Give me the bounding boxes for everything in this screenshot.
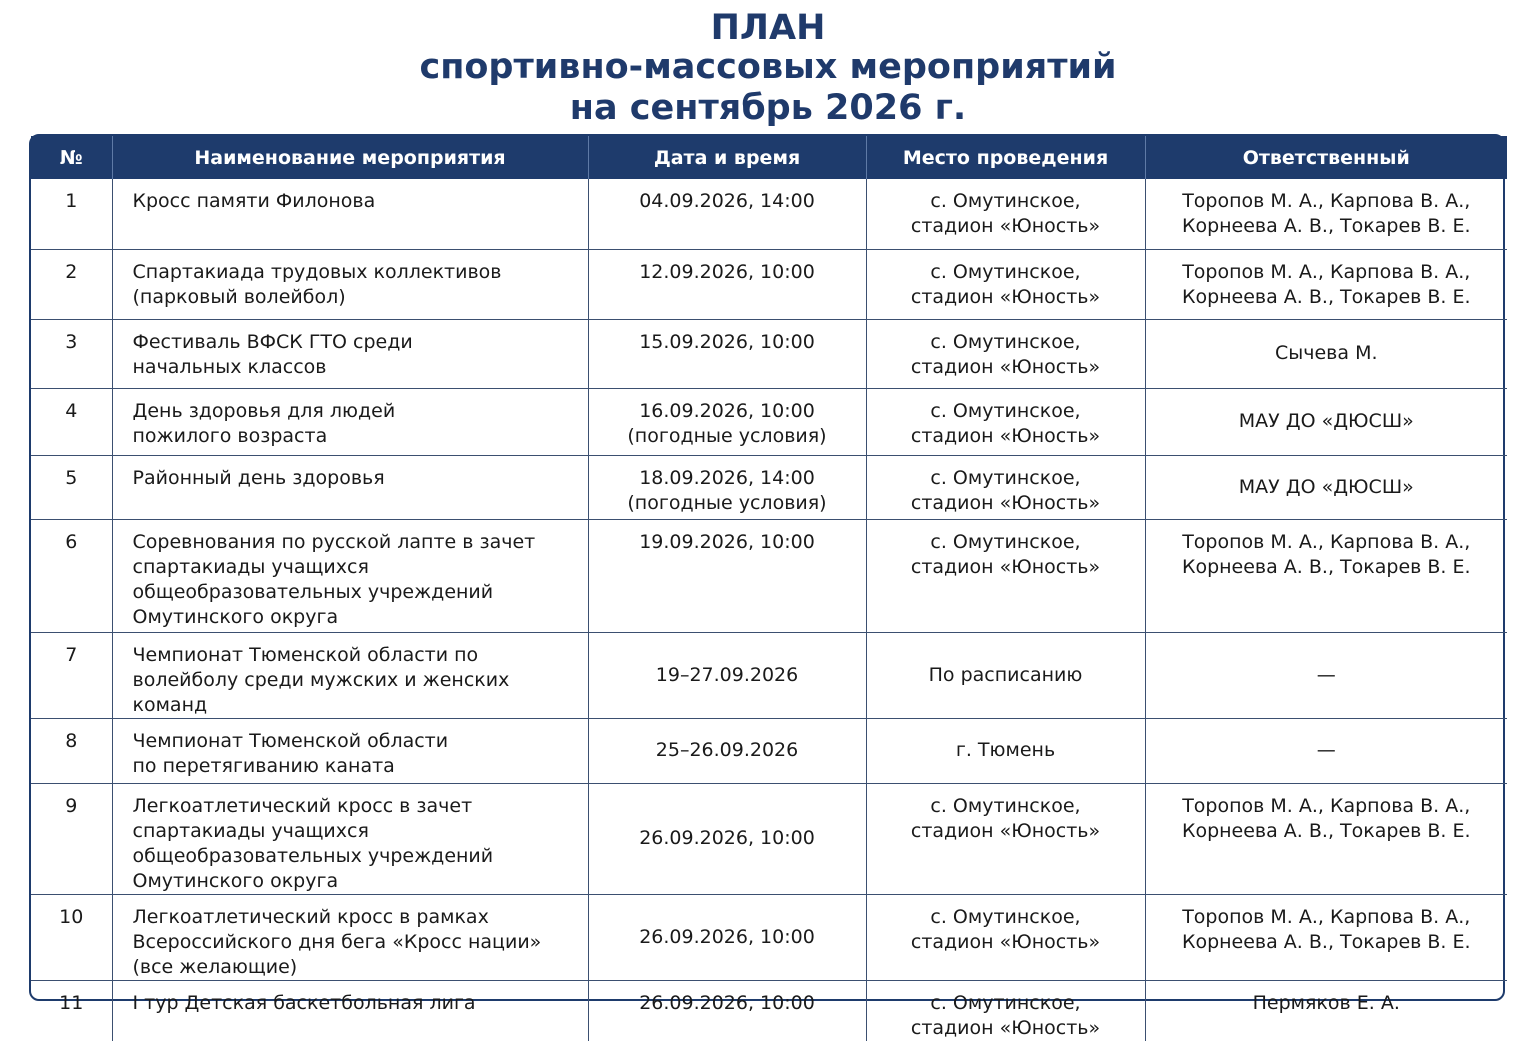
event-date-cell: [588, 249, 866, 319]
event-name-cell-line: начальных классов: [132, 355, 327, 378]
event-date-cell: [588, 718, 866, 783]
event-responsible-cell: [1145, 179, 1507, 249]
table-row: [31, 249, 1507, 319]
row-number-cell: 8: [31, 718, 112, 783]
event-place-cell-line: г. Тюмень: [955, 739, 1056, 761]
event-responsible-cell: [1145, 455, 1507, 519]
event-name-cell: [112, 718, 588, 783]
event-name-cell-line: (все желающие): [132, 955, 298, 978]
event-place-cell: [866, 519, 1145, 632]
row-number-cell: 7: [31, 632, 112, 718]
event-place-cell-line: с. Омутинское,: [930, 466, 1081, 489]
event-place-cell-line: стадион «Юность»: [910, 555, 1101, 578]
event-responsible-cell-line: Корнеева А. В., Токарев В. Е.: [1181, 819, 1471, 842]
event-place-cell-line: стадион «Юность»: [910, 424, 1101, 447]
event-name-cell-line: Легкоатлетический кросс в зачет: [132, 794, 473, 817]
event-name-cell: [112, 980, 588, 1041]
event-place-cell-line: стадион «Юность»: [910, 215, 1101, 237]
event-name-cell-line: Всероссийского дня бега «Кросс нации»: [132, 930, 542, 953]
event-responsible-cell-line: МАУ ДО «ДЮСШ»: [1238, 475, 1414, 498]
events-table: [29, 134, 1505, 1039]
event-responsible-cell-line: Торопов М. А., Карпова В. А.,: [1182, 530, 1471, 553]
event-date-cell-line: 19.09.2026, 10:00: [639, 530, 815, 553]
event-name-cell-line: Омутинского округа: [132, 869, 339, 892]
event-place-cell-line: с. Омутинское,: [930, 399, 1081, 422]
row-number-cell: 5: [31, 455, 112, 519]
event-date-cell: [588, 519, 866, 632]
table-row: [31, 783, 1507, 894]
event-place-cell: [866, 388, 1145, 455]
event-name-cell: [112, 319, 588, 388]
event-date-cell-line: 12.09.2026, 10:00: [639, 260, 815, 283]
event-responsible-cell: [1145, 894, 1507, 980]
event-place-cell-line: с. Омутинское,: [930, 991, 1081, 1014]
event-place-cell-line: стадион «Юность»: [910, 930, 1101, 953]
event-place-cell-line: стадион «Юность»: [910, 285, 1101, 308]
event-date-cell-line: 04.09.2026, 14:00: [639, 190, 815, 212]
event-responsible-cell-line: Сычева М.: [1275, 342, 1378, 364]
event-date-cell-line: 18.09.2026, 14:00: [639, 466, 815, 489]
column-header-number: №: [31, 136, 112, 179]
event-responsible-cell-line: Торопов М. А., Карпова В. А.,: [1182, 794, 1471, 817]
event-date-cell: [588, 783, 866, 894]
event-place-cell: [866, 455, 1145, 519]
event-place-cell-line: стадион «Юность»: [910, 1016, 1101, 1039]
event-date-cell: [588, 980, 866, 1041]
event-responsible-cell-line: Торопов М. А., Карпова В. А.,: [1182, 260, 1471, 283]
event-name-cell-line: общеобразовательных учреждений: [132, 580, 494, 603]
event-responsible-cell: [1145, 519, 1507, 632]
event-date-cell: [588, 455, 866, 519]
table-row: [31, 980, 1507, 1041]
event-name-cell-line: спартакиады учащихся: [132, 819, 369, 842]
event-place-cell-line: с. Омутинское,: [930, 530, 1081, 553]
event-responsible-cell-line: Пермяков Е. А.: [1252, 991, 1400, 1014]
event-name-cell-line: Чемпионат Тюменской области: [132, 729, 449, 752]
event-place-cell: [866, 894, 1145, 980]
row-number-cell: 1: [65, 190, 78, 212]
event-name-cell-line: Легкоатлетический кросс в рамках: [132, 905, 489, 928]
event-responsible-cell: [1145, 783, 1507, 894]
event-responsible-cell-line: Корнеева А. В., Токарев В. Е.: [1181, 215, 1471, 237]
event-date-cell-line: 16.09.2026, 10:00: [639, 399, 815, 422]
event-responsible-cell: [1145, 388, 1507, 455]
table-row: [31, 632, 1507, 718]
event-place-cell-line: с. Омутинское,: [930, 190, 1081, 212]
event-name-cell-line: пожилого возраста: [132, 424, 328, 447]
event-date-cell-line: (погодные условия): [627, 424, 827, 447]
event-place-cell: [866, 718, 1145, 783]
event-date-cell-line: 26.09.2026, 10:00: [639, 925, 815, 948]
event-name-cell-line: спартакиады учащихся: [132, 555, 369, 578]
doc-subtitle: спортивно-массовых мероприятий: [419, 47, 1117, 87]
event-place-cell: [866, 632, 1145, 718]
event-responsible-cell-line: Корнеева А. В., Токарев В. Е.: [1181, 555, 1471, 578]
event-place-cell-line: с. Омутинское,: [930, 905, 1081, 928]
column-header-name: Наименование мероприятия: [112, 136, 588, 179]
event-name-cell-line: (парковый волейбол): [132, 285, 346, 308]
event-name-cell-line: День здоровья для людей: [132, 399, 396, 422]
event-name-cell-line: Омутинского округа: [132, 605, 339, 628]
event-date-cell: [588, 632, 866, 718]
event-date-cell-line: (погодные условия): [627, 491, 827, 514]
event-responsible-cell-line: Торопов М. А., Карпова В. А.,: [1182, 905, 1471, 928]
event-responsible-cell: [1145, 249, 1507, 319]
event-name-cell-line: Фестиваль ВФСК ГТО среди: [132, 330, 413, 353]
event-responsible-cell-line: —: [1316, 739, 1336, 761]
doc-title: ПЛАН: [710, 8, 826, 48]
event-responsible-cell-line: Торопов М. А., Карпова В. А.,: [1182, 190, 1471, 212]
column-header-date: Дата и время: [588, 136, 866, 179]
row-number-cell: 2: [31, 249, 112, 319]
event-date-cell-line: 26.09.2026, 10:00: [639, 827, 815, 849]
table-row: [31, 519, 1507, 632]
event-place-cell: [866, 179, 1145, 249]
event-place-cell-line: с. Омутинское,: [930, 794, 1081, 817]
event-date-cell-line: 15.09.2026, 10:00: [639, 330, 815, 353]
column-header-responsible: Ответственный: [1145, 136, 1507, 179]
event-name-cell-line: I тур Детская баскетбольная лига: [132, 991, 476, 1014]
event-place-cell: [866, 980, 1145, 1041]
event-date-cell: [588, 319, 866, 388]
table-row: [31, 388, 1507, 455]
event-name-cell: [112, 894, 588, 980]
event-place-cell-line: с. Омутинское,: [930, 330, 1081, 353]
event-date-cell: [588, 894, 866, 980]
row-number-cell: 4: [31, 388, 112, 455]
table-row: [31, 718, 1507, 783]
event-date-cell-line: 26.09.2026, 10:00: [639, 991, 815, 1014]
event-name-cell: [112, 519, 588, 632]
event-responsible-cell-line: МАУ ДО «ДЮСШ»: [1238, 410, 1414, 432]
event-place-cell: [866, 783, 1145, 894]
event-place-cell: [866, 249, 1145, 319]
event-responsible-cell: [1145, 319, 1507, 388]
event-responsible-cell-line: Корнеева А. В., Токарев В. Е.: [1181, 930, 1471, 953]
row-number-cell: 9: [31, 783, 112, 894]
event-date-cell: [588, 388, 866, 455]
event-responsible-cell: [1145, 718, 1507, 783]
event-name-cell: [112, 179, 588, 249]
event-name-cell: [112, 455, 588, 519]
event-name-cell-line: Соревнования по русской лапте в зачет: [132, 530, 536, 553]
event-place-cell-line: с. Омутинское,: [930, 260, 1081, 283]
table-row: [31, 894, 1507, 980]
event-place-cell-line: стадион «Юность»: [910, 355, 1101, 378]
column-header-place: Место проведения: [866, 136, 1145, 179]
row-number-cell: 11: [31, 980, 112, 1041]
event-name-cell-line: по перетягиванию каната: [132, 754, 395, 777]
event-name-cell-line: общеобразовательных учреждений: [132, 844, 494, 867]
event-name-cell-line: Чемпионат Тюменской области по: [132, 643, 479, 666]
row-number-cell: 10: [31, 894, 112, 980]
event-name-cell-line: волейболу среди мужских и женских команд: [132, 668, 510, 716]
table-row: [31, 455, 1507, 519]
event-date-cell-line: 25–26.09.2026: [655, 739, 799, 761]
table-header-row: [31, 136, 1507, 179]
event-place-cell: [866, 319, 1145, 388]
event-name-cell-line: Спартакиада трудовых коллективов: [132, 260, 502, 283]
event-name-cell: [112, 632, 588, 718]
event-name-cell-line: Кросс памяти Филонова: [132, 190, 376, 212]
event-responsible-cell-line: —: [1316, 663, 1336, 686]
event-responsible-cell: [1145, 632, 1507, 718]
doc-period: на сентябрь 2026 г.: [569, 88, 967, 128]
event-name-cell: [112, 249, 588, 319]
event-place-cell-line: стадион «Юность»: [910, 491, 1101, 514]
event-responsible-cell: [1145, 980, 1507, 1041]
event-date-cell-line: 19–27.09.2026: [655, 663, 799, 686]
table-row: [31, 179, 1507, 249]
event-name-cell: [112, 783, 588, 894]
row-number-cell: 6: [31, 519, 112, 632]
event-place-cell-line: По расписанию: [928, 663, 1083, 686]
event-date-cell: [588, 179, 866, 249]
event-name-cell: [112, 388, 588, 455]
event-place-cell-line: стадион «Юность»: [910, 819, 1101, 842]
row-number-cell: 3: [31, 319, 112, 388]
table-row: [31, 319, 1507, 388]
event-responsible-cell-line: Корнеева А. В., Токарев В. Е.: [1181, 285, 1471, 308]
event-name-cell-line: Районный день здоровья: [132, 466, 385, 489]
